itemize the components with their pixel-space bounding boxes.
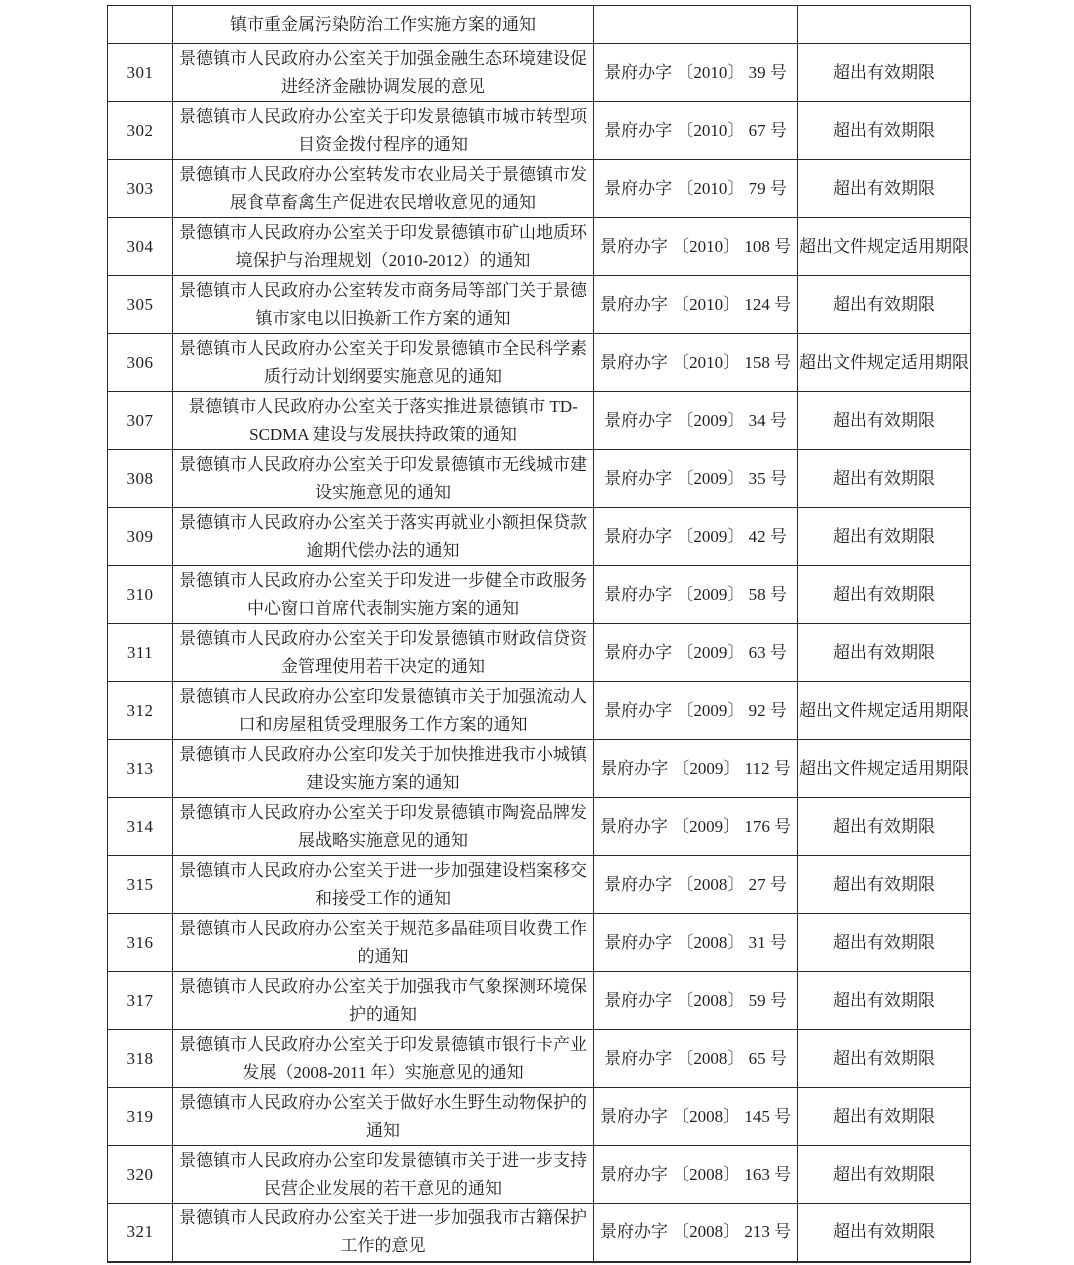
table-row xyxy=(108,334,971,392)
status-cell: 超出有效期限 xyxy=(798,566,971,624)
document-table-body xyxy=(108,6,971,1262)
table-row xyxy=(108,1146,971,1204)
table-row xyxy=(108,1088,971,1146)
row-number-cell: 306 xyxy=(108,334,173,392)
doc-number-cell: 景府办字 〔2008〕 163 号 xyxy=(594,1146,798,1204)
doc-number-cell: 景府办字 〔2008〕 27 号 xyxy=(594,856,798,914)
status-cell: 超出有效期限 xyxy=(798,1146,971,1204)
status-cell: 超出有效期限 xyxy=(798,160,971,218)
row-number-cell: 311 xyxy=(108,624,173,682)
title-cell: 景德镇市人民政府办公室关于印发景德镇市银行卡产业发展（2008-2011 年）实施意见的通知 xyxy=(173,1030,594,1088)
row-number-cell: 308 xyxy=(108,450,173,508)
row-number-cell: 321 xyxy=(108,1204,173,1262)
status-cell: 超出有效期限 xyxy=(798,1030,971,1088)
table-row xyxy=(108,276,971,334)
doc-number-cell: 景府办字 〔2010〕 39 号 xyxy=(594,44,798,102)
document-table xyxy=(107,5,971,1263)
doc-number-cell: 景府办字 〔2009〕 34 号 xyxy=(594,392,798,450)
table-row xyxy=(108,218,971,276)
table-row xyxy=(108,44,971,102)
title-cell: 镇市重金属污染防治工作实施方案的通知 xyxy=(173,6,594,44)
status-cell: 超出有效期限 xyxy=(798,102,971,160)
row-number-cell: 320 xyxy=(108,1146,173,1204)
table-row xyxy=(108,856,971,914)
doc-number-cell: 景府办字 〔2008〕 145 号 xyxy=(594,1088,798,1146)
status-cell: 超出文件规定适用期限 xyxy=(798,218,971,276)
row-number-cell: 315 xyxy=(108,856,173,914)
table-row xyxy=(108,740,971,798)
status-cell xyxy=(798,6,971,44)
title-cell: 景德镇市人民政府办公室关于印发景德镇市全民科学素质行动计划纲要实施意见的通知 xyxy=(173,334,594,392)
row-number-cell xyxy=(108,6,173,44)
title-cell: 景德镇市人民政府办公室印发景德镇市关于进一步支持民营企业发展的若干意见的通知 xyxy=(173,1146,594,1204)
title-cell: 景德镇市人民政府办公室关于印发景德镇市陶瓷品牌发展战略实施意见的通知 xyxy=(173,798,594,856)
status-cell: 超出文件规定适用期限 xyxy=(798,740,971,798)
table-row xyxy=(108,1030,971,1088)
row-number-cell: 313 xyxy=(108,740,173,798)
table-row xyxy=(108,450,971,508)
title-cell: 景德镇市人民政府办公室关于加强我市气象探测环境保护的通知 xyxy=(173,972,594,1030)
status-cell: 超出有效期限 xyxy=(798,392,971,450)
doc-number-cell: 景府办字 〔2008〕 31 号 xyxy=(594,914,798,972)
title-cell: 景德镇市人民政府办公室转发市农业局关于景德镇市发展食草畜禽生产促进农民增收意见的通知 xyxy=(173,160,594,218)
status-cell: 超出有效期限 xyxy=(798,1088,971,1146)
status-cell: 超出有效期限 xyxy=(798,44,971,102)
title-cell: 景德镇市人民政府办公室关于印发景德镇市城市转型项目资金拨付程序的通知 xyxy=(173,102,594,160)
doc-number-cell: 景府办字 〔2009〕 92 号 xyxy=(594,682,798,740)
doc-number-cell: 景府办字 〔2010〕 124 号 xyxy=(594,276,798,334)
row-number-cell: 310 xyxy=(108,566,173,624)
doc-number-cell: 景府办字 〔2009〕 176 号 xyxy=(594,798,798,856)
title-cell: 景德镇市人民政府办公室印发景德镇市关于加强流动人口和房屋租赁受理服务工作方案的通知 xyxy=(173,682,594,740)
table-row xyxy=(108,160,971,218)
row-number-cell: 318 xyxy=(108,1030,173,1088)
doc-number-cell: 景府办字 〔2010〕 67 号 xyxy=(594,102,798,160)
title-cell: 景德镇市人民政府办公室关于印发进一步健全市政服务中心窗口首席代表制实施方案的通知 xyxy=(173,566,594,624)
table-row xyxy=(108,798,971,856)
title-cell: 景德镇市人民政府办公室关于落实再就业小额担保贷款逾期代偿办法的通知 xyxy=(173,508,594,566)
status-cell: 超出文件规定适用期限 xyxy=(798,682,971,740)
title-cell: 景德镇市人民政府办公室关于做好水生野生动物保护的通知 xyxy=(173,1088,594,1146)
status-cell: 超出有效期限 xyxy=(798,1204,971,1262)
doc-number-cell: 景府办字 〔2009〕 58 号 xyxy=(594,566,798,624)
doc-number-cell: 景府办字 〔2009〕 112 号 xyxy=(594,740,798,798)
row-number-cell: 319 xyxy=(108,1088,173,1146)
title-cell: 景德镇市人民政府办公室关于印发景德镇市无线城市建设实施意见的通知 xyxy=(173,450,594,508)
table-row xyxy=(108,624,971,682)
doc-number-cell: 景府办字 〔2008〕 213 号 xyxy=(594,1204,798,1262)
row-number-cell: 317 xyxy=(108,972,173,1030)
doc-number-cell: 景府办字 〔2008〕 59 号 xyxy=(594,972,798,1030)
title-cell: 景德镇市人民政府办公室关于落实推进景德镇市 TD-SCDMA 建设与发展扶持政策的通知 xyxy=(173,392,594,450)
status-cell: 超出有效期限 xyxy=(798,972,971,1030)
row-number-cell: 301 xyxy=(108,44,173,102)
table-row xyxy=(108,972,971,1030)
table-row xyxy=(108,508,971,566)
status-cell: 超出有效期限 xyxy=(798,508,971,566)
row-number-cell: 304 xyxy=(108,218,173,276)
table-row xyxy=(108,682,971,740)
row-number-cell: 309 xyxy=(108,508,173,566)
row-number-cell: 302 xyxy=(108,102,173,160)
title-cell: 景德镇市人民政府办公室关于印发景德镇市矿山地质环境保护与治理规划（2010-2012）的通知 xyxy=(173,218,594,276)
doc-number-cell: 景府办字 〔2009〕 63 号 xyxy=(594,624,798,682)
status-cell: 超出有效期限 xyxy=(798,276,971,334)
title-cell: 景德镇市人民政府办公室关于加强金融生态环境建设促进经济金融协调发展的意见 xyxy=(173,44,594,102)
status-cell: 超出有效期限 xyxy=(798,624,971,682)
title-cell: 景德镇市人民政府办公室关于进一步加强我市古籍保护工作的意见 xyxy=(173,1204,594,1262)
status-cell: 超出有效期限 xyxy=(798,856,971,914)
row-number-cell: 307 xyxy=(108,392,173,450)
continuation-row xyxy=(108,6,971,44)
table-row xyxy=(108,914,971,972)
status-cell: 超出有效期限 xyxy=(798,450,971,508)
table-row xyxy=(108,102,971,160)
status-cell: 超出有效期限 xyxy=(798,798,971,856)
title-cell: 景德镇市人民政府办公室印发关于加快推进我市小城镇建设实施方案的通知 xyxy=(173,740,594,798)
row-number-cell: 303 xyxy=(108,160,173,218)
title-cell: 景德镇市人民政府办公室关于印发景德镇市财政信贷资金管理使用若干决定的通知 xyxy=(173,624,594,682)
doc-number-cell xyxy=(594,6,798,44)
table-row xyxy=(108,392,971,450)
row-number-cell: 316 xyxy=(108,914,173,972)
status-cell: 超出文件规定适用期限 xyxy=(798,334,971,392)
table-row xyxy=(108,1204,971,1262)
doc-number-cell: 景府办字 〔2009〕 42 号 xyxy=(594,508,798,566)
row-number-cell: 312 xyxy=(108,682,173,740)
doc-number-cell: 景府办字 〔2010〕 79 号 xyxy=(594,160,798,218)
doc-number-cell: 景府办字 〔2010〕 158 号 xyxy=(594,334,798,392)
doc-number-cell: 景府办字 〔2008〕 65 号 xyxy=(594,1030,798,1088)
doc-number-cell: 景府办字 〔2010〕 108 号 xyxy=(594,218,798,276)
title-cell: 景德镇市人民政府办公室关于进一步加强建设档案移交和接受工作的通知 xyxy=(173,856,594,914)
row-number-cell: 314 xyxy=(108,798,173,856)
table-row xyxy=(108,566,971,624)
title-cell: 景德镇市人民政府办公室关于规范多晶硅项目收费工作的通知 xyxy=(173,914,594,972)
row-number-cell: 305 xyxy=(108,276,173,334)
title-cell: 景德镇市人民政府办公室转发市商务局等部门关于景德镇市家电以旧换新工作方案的通知 xyxy=(173,276,594,334)
status-cell: 超出有效期限 xyxy=(798,914,971,972)
doc-number-cell: 景府办字 〔2009〕 35 号 xyxy=(594,450,798,508)
